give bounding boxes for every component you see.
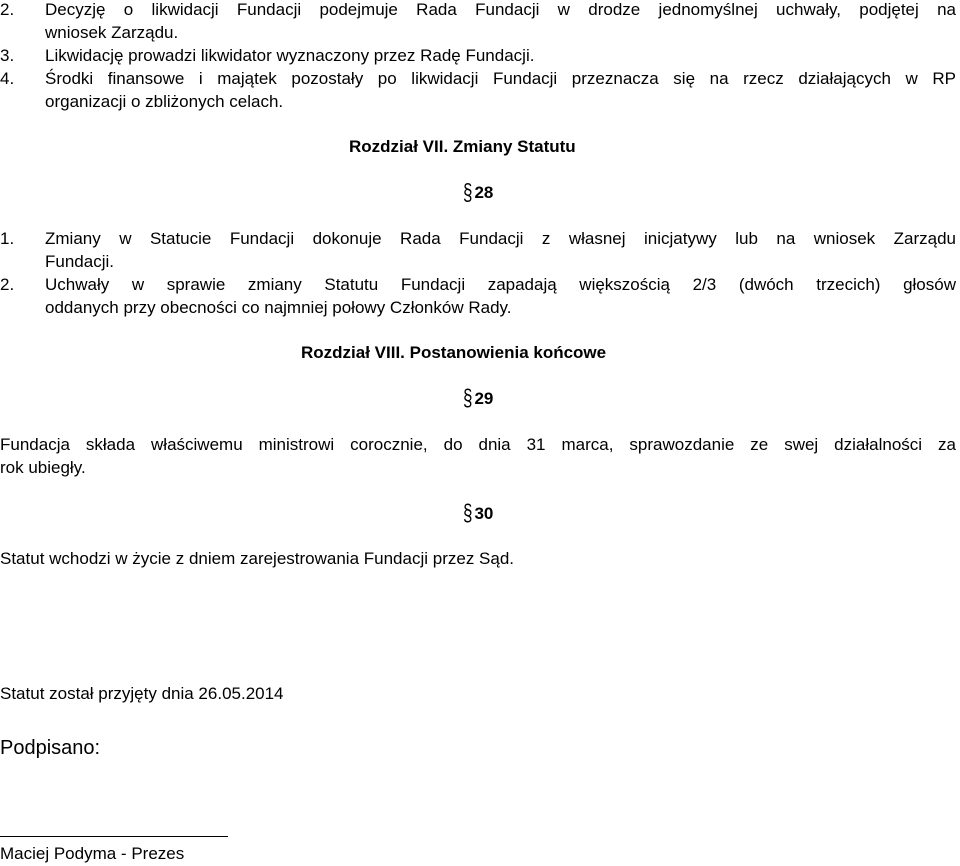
list-item-text: Likwidację prowadzi likwidator wyznaczony przez Radę Fundacji. <box>45 46 535 65</box>
chapter-7-heading: Rozdział VII. Zmiany Statutu <box>349 137 576 156</box>
signed-label: Podpisano: <box>0 737 101 759</box>
adoption-date: Statut został przyjęty dnia 26.05.2014 <box>0 684 284 703</box>
paragraph-number: 29 <box>474 389 494 408</box>
list-item-number: 2. <box>0 0 15 19</box>
list-item-text-continued: wniosek Zarządu. <box>45 23 179 42</box>
paragraph-29-text: Fundacja składa właściwemu ministrowi corocznie, do dnia 31 marca, sprawozdanie ze swej działalności za <box>0 435 956 454</box>
section-sign-icon: § <box>463 385 473 412</box>
list-item-text-continued: oddanych przy obecności co najmniej połowy Członków Rady. <box>45 298 512 317</box>
list-item-number: 4. <box>0 69 15 88</box>
section-sign-icon: § <box>463 500 473 527</box>
list-item-number: 3. <box>0 46 15 65</box>
list-item-text-continued: Fundacji. <box>45 252 114 271</box>
chapter-8-heading: Rozdział VIII. Postanowienia końcowe <box>301 343 607 362</box>
list-item-text: Zmiany w Statucie Fundacji dokonuje Rada Fundacji z własnej inicjatywy lub na wniosek Zarządu <box>45 229 956 248</box>
paragraph-30-text: Statut wchodzi w życie z dniem zarejestrowania Fundacji przez Sąd. <box>0 549 515 568</box>
signature-line <box>0 836 228 837</box>
list-item-number: 2. <box>0 275 15 294</box>
list-item-text: Środki finansowe i majątek pozostały po likwidacji Fundacji przeznacza się na rzecz działających w RP <box>45 69 956 88</box>
paragraph-29-heading <box>463 387 493 411</box>
paragraph-number: 28 <box>474 183 494 202</box>
list-item-text: Uchwały w sprawie zmiany Statutu Fundacji zapadają większością 2/3 (dwóch trzecich) głosów <box>45 275 956 294</box>
paragraph-number: 30 <box>474 504 494 523</box>
section-sign-icon: § <box>463 179 473 206</box>
list-item-text: Decyzję o likwidacji Fundacji podejmuje Rada Fundacji w drodze jednomyślnej uchwały, podjętej na <box>45 0 956 19</box>
list-item-number: 1. <box>0 229 15 248</box>
paragraph-29-text-continued: rok ubiegły. <box>0 458 86 477</box>
list-item-text-continued: organizacji o zbliżonych celach. <box>45 92 284 111</box>
paragraph-30-heading <box>463 502 493 526</box>
paragraph-28-heading <box>463 181 493 205</box>
signatory-name: Maciej Podyma - Prezes <box>0 844 185 863</box>
